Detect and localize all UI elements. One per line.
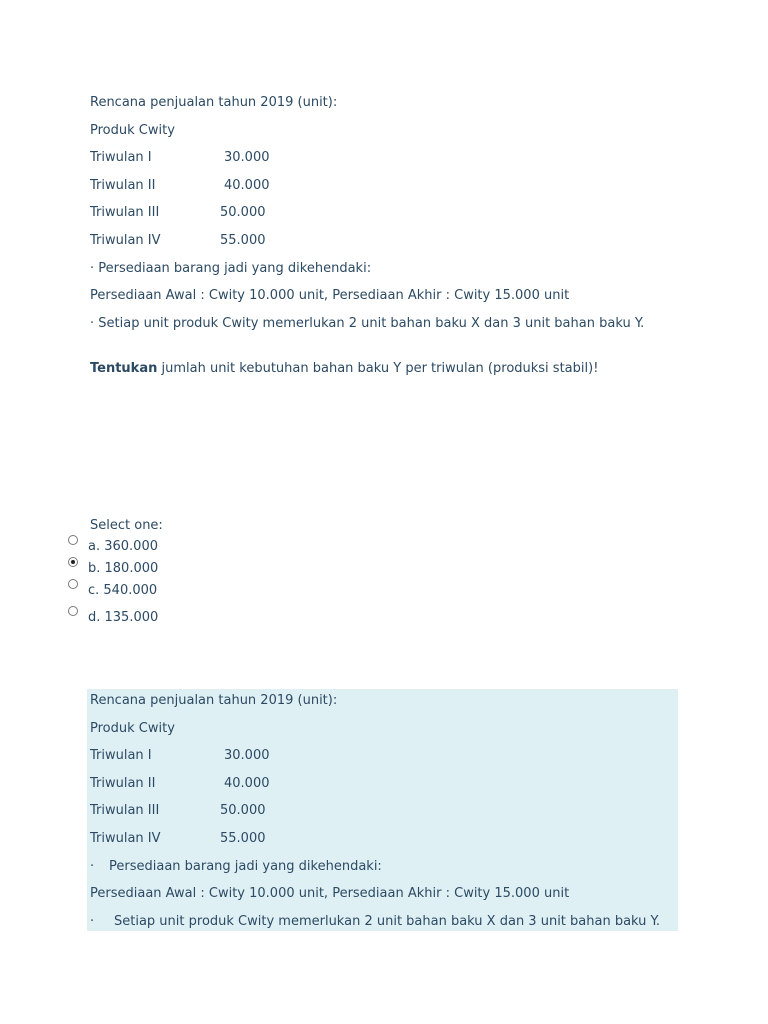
quarter-label: Triwulan IV — [90, 232, 161, 248]
quarter-row — [90, 230, 690, 258]
quarter-label: Triwulan III — [90, 803, 160, 819]
feedback-inventory-detail: Persediaan Awal : Cwity 10.000 unit, Persediaan Akhir : Cwity 15.000 unit — [90, 886, 570, 902]
quarter-label: Triwulan II — [90, 775, 156, 791]
quarter-value: 40.000 — [224, 775, 270, 791]
option-label[interactable]: a. 360.000 — [88, 539, 158, 554]
task-instruction — [90, 358, 690, 386]
feedback-box — [87, 689, 678, 931]
select-one-label: Select one: — [90, 518, 163, 533]
inventory-detail: Persediaan Awal : Cwity 10.000 unit, Persediaan Akhir : Cwity 15.000 unit — [90, 288, 570, 304]
feedback-quarter-row — [90, 827, 678, 855]
quarter-label: Triwulan IV — [90, 830, 161, 846]
task-keyword: Tentukan — [90, 361, 158, 377]
feedback-quarter-row — [90, 744, 678, 772]
task-text: jumlah unit kebutuhan bahan baku Y per triwulan (produksi stabil)! — [157, 361, 599, 377]
radio-button[interactable] — [68, 606, 78, 616]
feedback-product: Produk Cwity — [90, 720, 175, 736]
quarter-row — [90, 175, 690, 203]
quarter-value: 30.000 — [224, 150, 270, 166]
quarter-value: 55.000 — [220, 232, 266, 248]
quarter-label: Triwulan I — [90, 748, 152, 764]
feedback-quarter-row — [90, 799, 678, 827]
quarter-value: 30.000 — [224, 748, 270, 764]
quarter-value: 55.000 — [220, 830, 266, 846]
inventory-heading: · Persediaan barang jadi yang dikehendaki: — [90, 260, 372, 276]
feedback-material-requirement — [90, 910, 678, 938]
bullet-symbol: · — [90, 913, 95, 929]
product-name: Produk Cwity — [90, 122, 175, 138]
bullet-symbol: · — [90, 858, 95, 874]
quarter-row — [90, 202, 690, 230]
radio-button[interactable] — [68, 535, 78, 545]
material-requirement: · Setiap unit produk Cwity memerlukan 2 unit bahan baku X dan 3 unit bahan baku Y. — [90, 315, 645, 331]
quarter-value: 50.000 — [220, 205, 266, 221]
question-text — [90, 92, 690, 386]
feedback-intro: Rencana penjualan tahun 2019 (unit): — [90, 693, 338, 708]
radio-button-selected[interactable] — [68, 557, 78, 567]
radio-button[interactable] — [68, 579, 78, 589]
quarter-label: Triwulan II — [90, 177, 156, 193]
feedback-inventory-heading — [90, 855, 678, 883]
quarter-label: Triwulan III — [90, 205, 160, 221]
option-label[interactable]: d. 135.000 — [88, 610, 159, 625]
feedback-quarter-row — [90, 772, 678, 800]
question-intro: Rencana penjualan tahun 2019 (unit): — [90, 95, 338, 110]
option-label[interactable]: b. 180.000 — [88, 561, 159, 576]
option-label[interactable]: c. 540.000 — [88, 583, 158, 598]
bullet-text: Persediaan barang jadi yang dikehendaki: — [109, 858, 382, 874]
quarter-label: Triwulan I — [90, 150, 152, 166]
quarter-row — [90, 147, 690, 175]
bullet-text: Setiap unit produk Cwity memerlukan 2 unit bahan baku X dan 3 unit bahan baku Y. — [114, 913, 660, 929]
quarter-value: 50.000 — [220, 803, 266, 819]
quarter-value: 40.000 — [224, 177, 270, 193]
